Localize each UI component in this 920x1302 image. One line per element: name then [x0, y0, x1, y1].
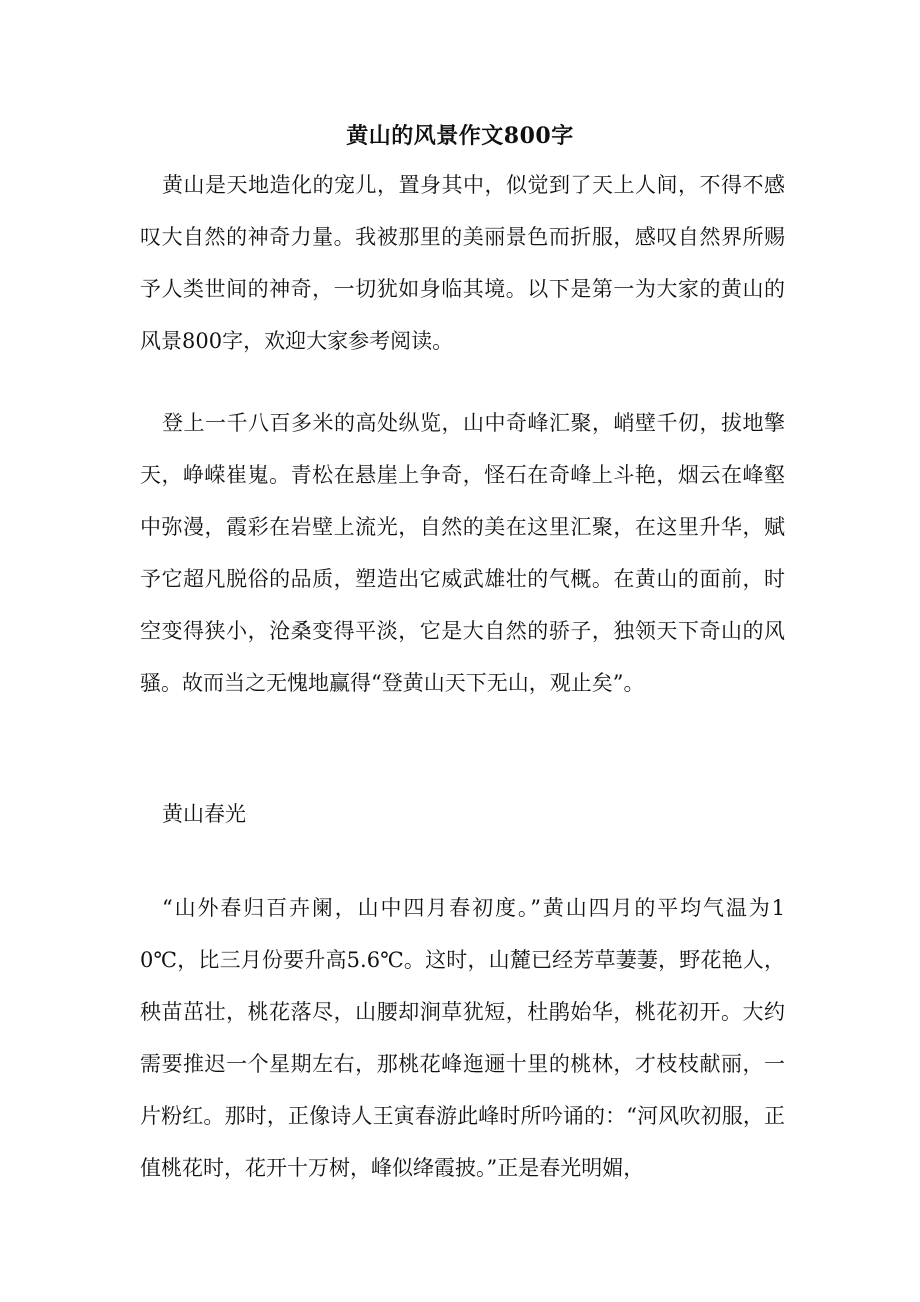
document-title: 黄山的风景作文800字 — [346, 123, 574, 149]
paragraph-overview: 登上一千八百多米的高处纵览，山中奇峰汇聚，峭壁千仞，拔地擎天，峥嵘崔嵬。青松在悬崖上争奇，怪石在奇峰上斗艳，烟云在峰壑中弥漫，霞彩在岩壁上流光，自然的美在这里汇聚，在这里升华，赋予它超凡脱俗的品质，塑造出它威武雄壮的气概。在黄山的面前，时空变得狭小，沧桑变得平淡，它是大自然的骄子，独领天下奇山的风骚。故而当之无愧地赢得“登黄山天下无山，观止矣”。 — [140, 411, 785, 695]
section-heading-spring: 黄山春光 — [162, 802, 246, 826]
paragraph-intro: 黄山是天地造化的宠儿，置身其中，似觉到了天上人间，不得不感叹大自然的神奇力量。我被那里的美丽景色而折服，感叹自然界所赐予人类世间的神奇，一切犹如身临其境。以下是第一为大家的黄山的风景800字，欢迎大家参考阅读。 — [140, 173, 785, 353]
paragraph-spring: “山外春归百卉阑，山中四月春初度。”黄山四月的平均气温为10℃，比三月份要升高5.6℃。这时，山麓已经芳草萋萋，野花艳人，秧苗茁壮，桃花落尽，山腰却涧草犹短，杜鹃始华，桃花初开。大约需要推迟一个星期左右，那桃花峰迤逦十里的桃林，才枝枝献丽，一片粉红。那时，正像诗人王寅春游此峰时所吟诵的：“河风吹初服，正值桃花时，花开十万树，峰似绛霞披。”正是春光明媚， — [140, 896, 785, 1180]
